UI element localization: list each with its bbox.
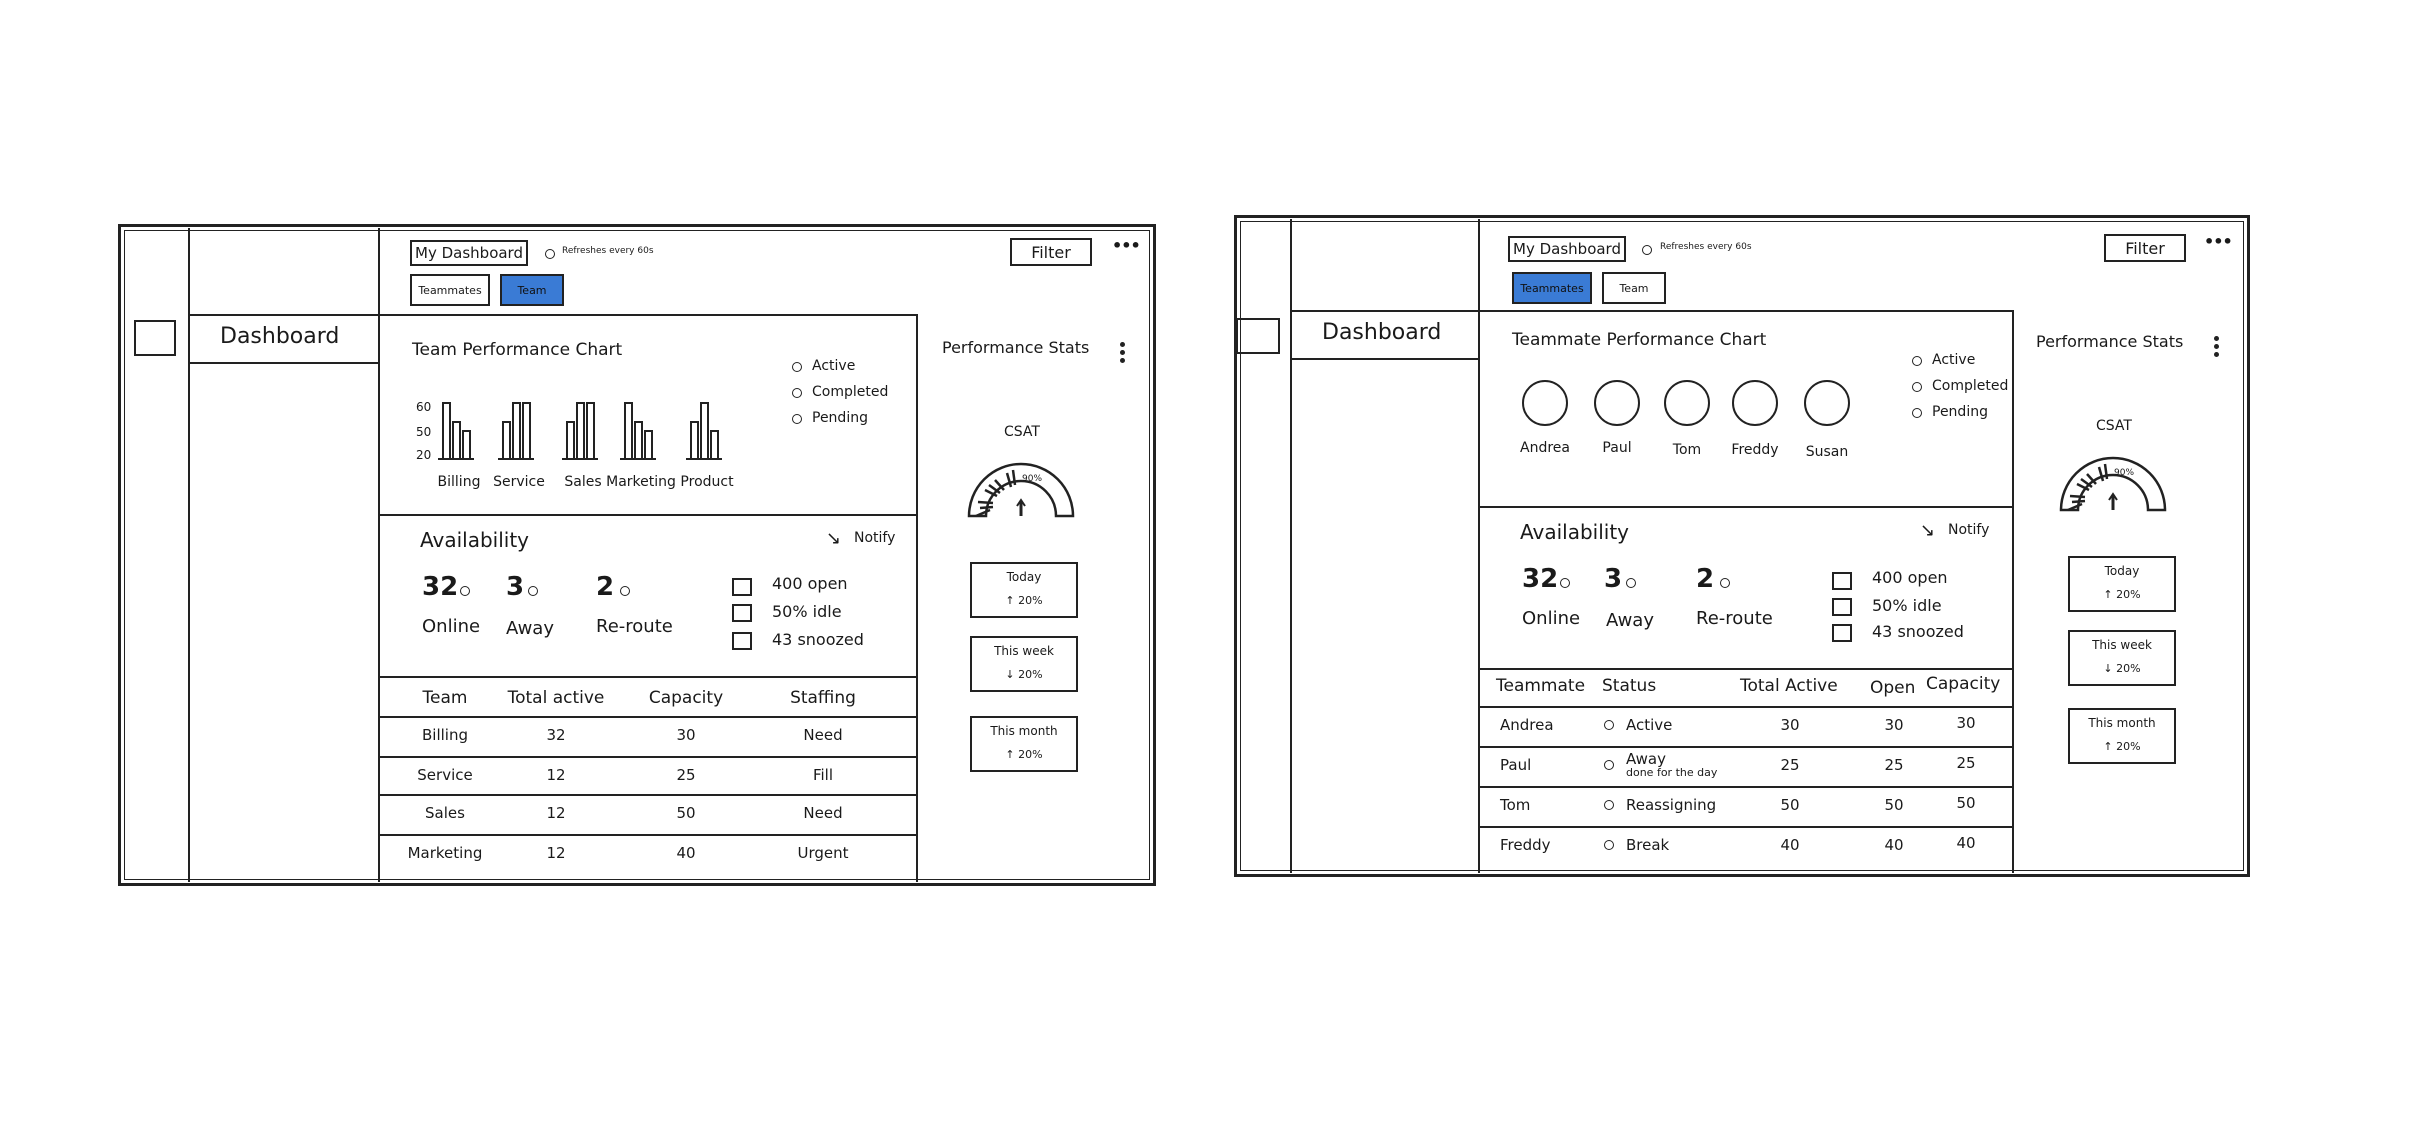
left-stat-today-label: Today <box>1006 570 1042 584</box>
right-legend-completed: Completed <box>1932 378 2009 394</box>
right-tab-team[interactable]: Team <box>1602 272 1666 304</box>
left-snoozed-label: 43 snoozed <box>772 630 864 649</box>
right-online-dot-icon <box>1560 578 1570 588</box>
left-cell: Marketing <box>407 844 483 862</box>
left-bar-baseline <box>498 458 534 460</box>
left-reroute-label: Re-route <box>596 616 673 637</box>
left-y-tick: 60 <box>416 400 432 414</box>
left-online-value: 32 <box>422 572 459 602</box>
left-csat-gauge-icon <box>966 458 1076 520</box>
left-cell: Urgent <box>797 844 849 862</box>
left-stat-week-label: This week <box>994 644 1054 658</box>
right-away-dot-icon <box>1626 578 1636 588</box>
right-away-label: Away <box>1606 610 1654 631</box>
left-cell: 12 <box>546 766 566 784</box>
right-availability-top-line <box>1478 506 2014 508</box>
left-category-label: Service <box>493 474 545 490</box>
right-gauge-value: 90% <box>2114 468 2135 478</box>
right-stats-title: Performance Stats <box>2036 332 2184 351</box>
right-stat-week-delta: ↓ 20% <box>2103 662 2141 675</box>
left-bar-baseline <box>686 458 722 460</box>
right-th-status: Status <box>1602 676 1657 696</box>
left-away-value: 3 <box>506 572 525 602</box>
right-person-label: Susan <box>1805 444 1849 460</box>
avatar-paul[interactable] <box>1594 380 1640 426</box>
right-cell-total: 25 <box>1780 756 1800 774</box>
left-bar-marketing-active[interactable] <box>624 402 633 458</box>
right-csat-gauge-icon <box>2058 452 2168 514</box>
left-tab-team[interactable]: Team <box>500 274 564 306</box>
status-dot-icon <box>1604 840 1614 850</box>
left-stat-month[interactable] <box>970 716 1078 772</box>
left-th-staffing: Staffing <box>790 688 856 708</box>
status-dot-icon <box>1604 720 1614 730</box>
right-stat-today-delta: ↑ 20% <box>2103 588 2141 601</box>
right-person-label: Andrea <box>1520 440 1570 456</box>
left-cell: Fill <box>812 766 834 784</box>
left-away-label: Away <box>506 618 554 639</box>
right-cell-capacity: 50 <box>1956 794 1976 812</box>
right-reroute-value: 2 <box>1696 564 1715 594</box>
right-stats-divider <box>2012 310 2014 873</box>
right-person-label: Tom <box>1672 442 1702 458</box>
left-bar-billing-pending[interactable] <box>462 430 471 458</box>
avatar-andrea[interactable] <box>1522 380 1568 426</box>
left-notify-icon[interactable]: ↘ <box>826 528 842 549</box>
left-bar-product-active[interactable] <box>690 421 699 458</box>
right-stat-month[interactable] <box>2068 708 2176 764</box>
right-stat-month-label: This month <box>2088 716 2156 730</box>
right-stat-today-label: Today <box>2104 564 2140 578</box>
left-bar-billing-completed[interactable] <box>452 421 461 458</box>
right-cell-open: 25 <box>1884 756 1904 774</box>
avatar-susan[interactable] <box>1804 380 1850 426</box>
right-reroute-label: Re-route <box>1696 608 1773 629</box>
right-online-value: 32 <box>1522 564 1559 594</box>
left-my-dashboard-tab[interactable]: My Dashboard <box>410 240 528 266</box>
left-cell: Billing <box>422 726 468 744</box>
right-cell-capacity: 25 <box>1956 754 1976 772</box>
left-cell: Service <box>417 766 473 784</box>
right-open-label: 400 open <box>1872 568 1948 587</box>
left-y-tick: 50 <box>416 425 432 439</box>
right-month-delta-value: 20% <box>2116 740 2141 753</box>
left-today-delta-value: 20% <box>1018 594 1043 607</box>
right-idle-checkbox[interactable] <box>1832 598 1852 616</box>
left-bar-product-completed[interactable] <box>700 402 709 458</box>
left-stat-week[interactable] <box>970 636 1078 692</box>
left-bar-billing-active[interactable] <box>442 402 451 458</box>
left-stats-title: Performance Stats <box>942 338 1090 357</box>
left-cell: 32 <box>546 726 566 744</box>
left-category-label: Marketing <box>606 474 676 490</box>
left-bar-baseline <box>620 458 656 460</box>
right-notify-label[interactable]: Notify <box>1948 522 1990 538</box>
left-bar-product-pending[interactable] <box>710 430 719 458</box>
left-cell: 12 <box>546 804 566 822</box>
right-csat-label: CSAT <box>2096 418 2132 434</box>
left-reroute-value: 2 <box>596 572 615 602</box>
left-availability-title: Availability <box>420 528 530 552</box>
right-th-open: Open <box>1870 678 1916 698</box>
left-more-menu-icon[interactable]: ••• <box>1112 236 1140 255</box>
left-stat-month-delta: ↑ 20% <box>1005 748 1043 761</box>
right-cell-total: 50 <box>1780 796 1800 814</box>
right-notify-icon[interactable]: ↘ <box>1920 520 1936 541</box>
status-dot-icon <box>1604 760 1614 770</box>
right-cell-name: Andrea <box>1500 716 1554 734</box>
right-snoozed-checkbox[interactable] <box>1832 624 1852 642</box>
left-refresh-text: Refreshes every 60s <box>562 246 654 256</box>
left-cell: 50 <box>676 804 696 822</box>
right-cell-total: 30 <box>1780 716 1800 734</box>
right-open-checkbox[interactable] <box>1832 572 1852 590</box>
right-stat-month-delta: ↑ 20% <box>2103 740 2141 753</box>
right-legend-pending-icon <box>1912 408 1922 418</box>
left-sidebar-title-bottom <box>190 362 378 364</box>
left-refresh-indicator-icon <box>545 249 555 259</box>
left-table-top-line <box>378 676 918 678</box>
right-sidebar-title-bottom <box>1292 358 1478 360</box>
right-cell-status: Break <box>1626 836 1670 854</box>
right-rail-divider <box>1290 219 1292 873</box>
right-away-value: 3 <box>1604 564 1623 594</box>
left-away-dot-icon <box>528 586 538 596</box>
left-cell: Need <box>803 726 843 744</box>
left-week-delta-value: 20% <box>1018 668 1043 681</box>
right-online-label: Online <box>1522 608 1581 629</box>
left-cell: Need <box>803 804 843 822</box>
left-legend-pending: Pending <box>812 410 868 426</box>
right-cell-open: 50 <box>1884 796 1904 814</box>
left-tab-teammates[interactable]: Teammates <box>410 274 490 306</box>
left-idle-label: 50% idle <box>772 602 842 621</box>
right-cell-status: Reassigning <box>1626 796 1717 814</box>
left-reroute-dot-icon <box>620 586 630 596</box>
left-cell: 30 <box>676 726 696 744</box>
right-cell-name: Paul <box>1500 756 1532 774</box>
right-legend-active-icon <box>1912 356 1922 366</box>
left-csat-label: CSAT <box>1004 424 1040 440</box>
left-open-label: 400 open <box>772 574 848 593</box>
right-legend-active: Active <box>1932 352 1976 368</box>
left-stats-divider <box>916 314 918 882</box>
avatar-freddy[interactable] <box>1732 380 1778 426</box>
left-idle-checkbox[interactable] <box>732 604 752 622</box>
right-header-bottom-line <box>1292 310 2012 312</box>
right-cell-open: 30 <box>1884 716 1904 734</box>
right-stat-today[interactable] <box>2068 556 2176 612</box>
right-cell-status-sub: done for the day <box>1626 766 1718 779</box>
right-reroute-dot-icon <box>1720 578 1730 588</box>
right-filter-button[interactable]: Filter <box>2104 234 2186 262</box>
left-rail-icon[interactable] <box>134 320 176 356</box>
right-cell-total: 40 <box>1780 836 1800 854</box>
left-stat-week-delta: ↓ 20% <box>1005 668 1043 681</box>
left-bar-baseline <box>562 458 598 460</box>
left-snoozed-checkbox[interactable] <box>732 632 752 650</box>
left-bar-sales-pending[interactable] <box>586 402 595 458</box>
right-refresh-indicator-icon <box>1642 245 1652 255</box>
left-availability-top-line <box>378 514 918 516</box>
left-chart-title: Team Performance Chart <box>412 340 623 360</box>
left-stat-month-label: This month <box>990 724 1058 738</box>
right-more-menu-icon[interactable]: ••• <box>2204 232 2232 251</box>
left-bar-sales-active[interactable] <box>566 421 575 458</box>
right-cell-status: Active <box>1626 716 1673 734</box>
left-cell: 25 <box>676 766 696 784</box>
left-legend-completed-icon <box>792 388 802 398</box>
left-bar-marketing-completed[interactable] <box>634 421 643 458</box>
right-rail-icon[interactable] <box>1236 318 1280 354</box>
right-legend-pending: Pending <box>1932 404 1988 420</box>
left-gauge-value: 90% <box>1022 474 1043 484</box>
left-cell: Sales <box>425 804 465 822</box>
right-stat-week[interactable] <box>2068 630 2176 686</box>
left-bar-service-completed[interactable] <box>512 402 521 458</box>
left-open-checkbox[interactable] <box>732 578 752 596</box>
right-stat-week-label: This week <box>2092 638 2152 652</box>
right-tab-teammates[interactable]: Teammates <box>1512 272 1592 304</box>
left-stat-today-delta: ↑ 20% <box>1005 594 1043 607</box>
right-person-label: Paul <box>1602 440 1632 456</box>
left-month-delta-value: 20% <box>1018 748 1043 761</box>
right-week-delta-value: 20% <box>2116 662 2141 675</box>
right-sidebar-title[interactable]: Dashboard <box>1322 320 1442 345</box>
right-cell-name: Tom <box>1500 796 1531 814</box>
left-filter-button[interactable]: Filter <box>1010 238 1092 266</box>
right-person-label: Freddy <box>1731 442 1779 458</box>
left-notify-label[interactable]: Notify <box>854 530 896 546</box>
right-my-dashboard-tab[interactable]: My Dashboard <box>1508 236 1626 262</box>
left-legend-active-icon <box>792 362 802 372</box>
left-y-tick: 20 <box>416 448 432 462</box>
right-cell-capacity: 30 <box>1956 714 1976 732</box>
right-stats-menu-icon[interactable] <box>2214 336 2220 360</box>
left-th-team: Team <box>422 688 468 708</box>
left-online-label: Online <box>422 616 481 637</box>
right-refresh-text: Refreshes every 60s <box>1660 242 1752 252</box>
right-availability-title: Availability <box>1520 520 1630 544</box>
left-sidebar-title[interactable]: Dashboard <box>220 324 340 349</box>
left-stats-menu-icon[interactable] <box>1120 342 1126 366</box>
left-bar-marketing-pending[interactable] <box>644 430 653 458</box>
avatar-tom[interactable] <box>1664 380 1710 426</box>
left-category-label: Billing <box>437 474 481 490</box>
left-th-capacity: Capacity <box>648 688 724 708</box>
right-th-teammate: Teammate <box>1496 676 1586 696</box>
right-chart-title: Teammate Performance Chart <box>1512 330 1767 350</box>
left-stat-today[interactable] <box>970 562 1078 618</box>
right-table-top-line <box>1478 668 2014 670</box>
left-online-dot-icon <box>460 586 470 596</box>
right-th-capacity: Capacity <box>1926 674 2001 694</box>
right-cell-capacity: 40 <box>1956 834 1976 852</box>
left-bar-baseline <box>438 458 474 460</box>
left-bar-sales-completed[interactable] <box>576 402 585 458</box>
left-header-bottom-line <box>190 314 918 316</box>
right-cell-open: 40 <box>1884 836 1904 854</box>
right-idle-label: 50% idle <box>1872 596 1942 615</box>
left-category-label: Product <box>680 474 734 490</box>
left-category-label: Sales <box>564 474 602 490</box>
left-legend-active: Active <box>812 358 856 374</box>
right-snoozed-label: 43 snoozed <box>1872 622 1964 641</box>
left-cell: 12 <box>546 844 566 862</box>
left-bar-service-active[interactable] <box>502 421 511 458</box>
status-dot-icon <box>1604 800 1614 810</box>
right-cell-status: Away <box>1626 750 1666 768</box>
right-legend-completed-icon <box>1912 382 1922 392</box>
left-legend-pending-icon <box>792 414 802 424</box>
left-bar-service-pending[interactable] <box>522 402 531 458</box>
left-rail-divider <box>188 228 190 882</box>
left-th-total-active: Total active <box>507 688 605 708</box>
right-today-delta-value: 20% <box>2116 588 2141 601</box>
left-legend-completed: Completed <box>812 384 889 400</box>
left-cell: 40 <box>676 844 696 862</box>
right-cell-name: Freddy <box>1500 836 1551 854</box>
right-th-total-active: Total Active <box>1740 676 1838 696</box>
